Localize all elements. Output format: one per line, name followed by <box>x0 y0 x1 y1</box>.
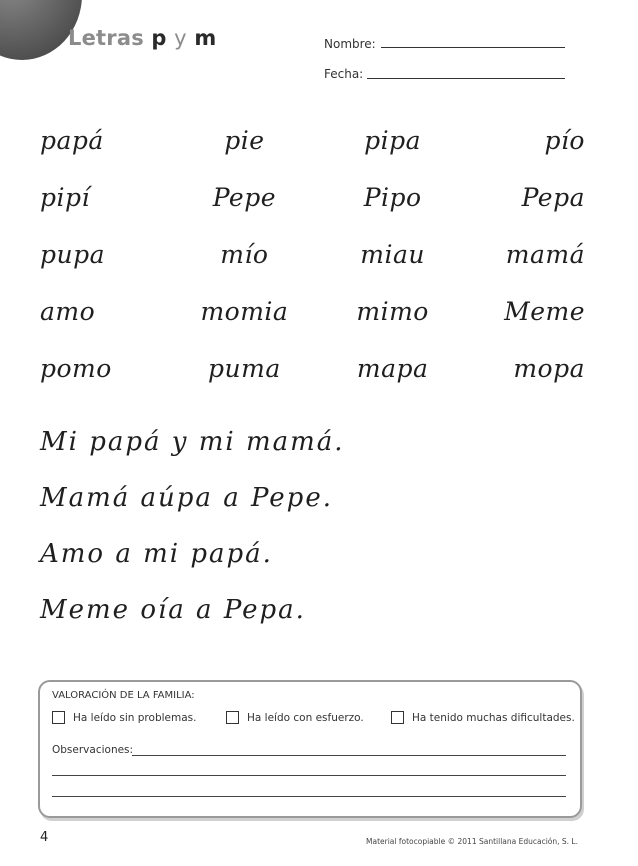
title-letter-m: m <box>194 26 217 50</box>
word: miau <box>360 240 425 269</box>
observations-line[interactable] <box>52 775 566 776</box>
observations-label: Observaciones: <box>52 744 134 756</box>
page-number: 4 <box>40 830 49 845</box>
option-label: Ha leído sin problemas. <box>73 711 197 724</box>
title-conjunction: y <box>174 26 187 50</box>
word: mío <box>220 240 269 269</box>
word: pie <box>224 126 265 155</box>
sentence-list <box>40 414 345 638</box>
date-label: Fecha: <box>324 67 364 81</box>
sentence: Amo a mi papá. <box>40 539 273 569</box>
option-with-effort[interactable] <box>226 711 364 724</box>
observations-line[interactable] <box>52 796 566 797</box>
page-title <box>68 26 216 50</box>
word: pipí <box>40 183 90 212</box>
word: mamá <box>505 240 585 269</box>
family-assessment-box <box>38 680 582 818</box>
word-row <box>40 112 585 169</box>
date-field[interactable] <box>367 78 565 79</box>
name-field[interactable] <box>381 47 565 48</box>
word-grid <box>40 112 585 397</box>
word-row <box>40 340 585 397</box>
option-no-problems[interactable] <box>52 711 196 724</box>
title-prefix: Letras <box>68 26 144 50</box>
word: Pepa <box>521 183 585 212</box>
word-row <box>40 226 585 283</box>
word: mimo <box>356 297 429 326</box>
family-assessment-title: VALORACIÓN DE LA FAMILIA: <box>52 690 195 701</box>
option-label: Ha leído con esfuerzo. <box>247 711 364 724</box>
word: Pipo <box>363 183 422 212</box>
option-label: Ha tenido muchas dificultades. <box>412 711 575 724</box>
word: pío <box>544 126 585 155</box>
sentence: Mamá aúpa a Pepe. <box>40 483 333 513</box>
word: pomo <box>40 354 112 383</box>
sentence: Mi papá y mi mamá. <box>40 427 345 457</box>
word: momia <box>200 297 289 326</box>
word: pipa <box>364 126 422 155</box>
word: mopa <box>513 354 585 383</box>
word: puma <box>208 354 281 383</box>
name-label: Nombre: <box>324 37 376 51</box>
word: mapa <box>356 354 429 383</box>
title-letter-p: p <box>151 26 167 50</box>
word: papá <box>40 126 104 155</box>
copyright-notice: Material fotocopiable © 2011 Santillana Educación, S. L. <box>366 837 578 846</box>
word: Meme <box>504 297 585 326</box>
option-many-difficulties[interactable] <box>391 711 575 724</box>
checkbox[interactable] <box>52 711 65 724</box>
word: amo <box>40 297 96 326</box>
word: Pepe <box>212 183 277 212</box>
word-row <box>40 283 585 340</box>
checkbox[interactable] <box>226 711 239 724</box>
observations-line[interactable] <box>132 755 566 756</box>
checkbox[interactable] <box>391 711 404 724</box>
word-row <box>40 169 585 226</box>
word: pupa <box>40 240 106 269</box>
sentence: Meme oía a Pepa. <box>40 595 306 625</box>
